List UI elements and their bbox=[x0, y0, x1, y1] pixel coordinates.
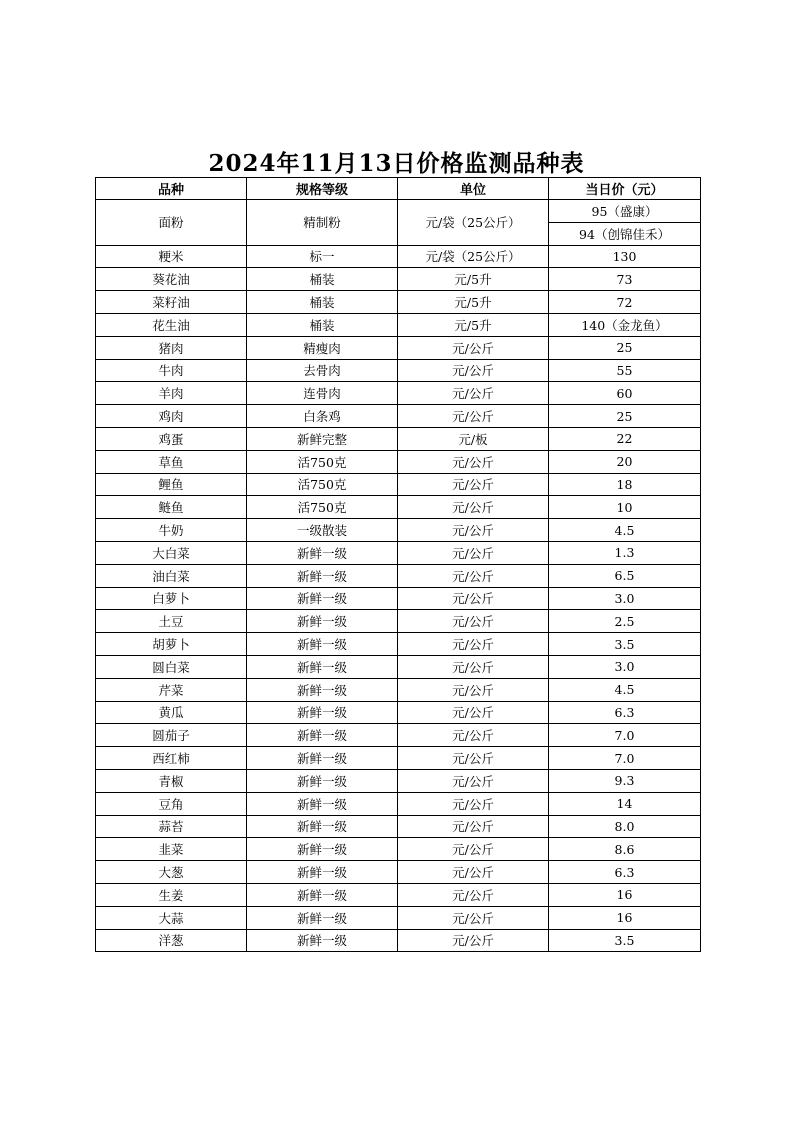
item-price: 140（金龙鱼） bbox=[549, 313, 701, 336]
item-unit: 元/袋（25公斤） bbox=[398, 200, 549, 246]
table-row bbox=[96, 336, 701, 359]
item-spec: 新鲜一级 bbox=[247, 883, 398, 906]
item-spec: 新鲜一级 bbox=[247, 929, 398, 952]
item-unit: 元/公斤 bbox=[398, 564, 549, 587]
table-row bbox=[96, 382, 701, 405]
item-unit: 元/公斤 bbox=[398, 838, 549, 861]
header-item: 品种 bbox=[96, 178, 247, 200]
item-name: 粳米 bbox=[96, 245, 247, 268]
item-price: 6.5 bbox=[549, 564, 701, 587]
table-row bbox=[96, 906, 701, 929]
item-price: 3.0 bbox=[549, 655, 701, 678]
item-name: 大葱 bbox=[96, 861, 247, 884]
table-row bbox=[96, 769, 701, 792]
item-unit: 元/公斤 bbox=[398, 405, 549, 428]
item-name: 生姜 bbox=[96, 883, 247, 906]
item-name: 鲢鱼 bbox=[96, 496, 247, 519]
item-price: 2.5 bbox=[549, 610, 701, 633]
item-spec: 新鲜一级 bbox=[247, 861, 398, 884]
item-name: 白萝卜 bbox=[96, 587, 247, 610]
table-row bbox=[96, 724, 701, 747]
item-unit: 元/公斤 bbox=[398, 724, 549, 747]
item-spec: 桶装 bbox=[247, 268, 398, 291]
header-unit: 单位 bbox=[398, 178, 549, 200]
item-name: 牛奶 bbox=[96, 519, 247, 542]
item-spec: 白条鸡 bbox=[247, 405, 398, 428]
item-price: 3.5 bbox=[549, 929, 701, 952]
item-spec: 桶装 bbox=[247, 313, 398, 336]
item-price: 94（创锦佳禾） bbox=[549, 222, 701, 245]
item-spec: 一级散装 bbox=[247, 519, 398, 542]
table-row bbox=[96, 564, 701, 587]
item-name: 青椒 bbox=[96, 769, 247, 792]
header-price: 当日价（元） bbox=[549, 178, 701, 200]
item-name: 豆角 bbox=[96, 792, 247, 815]
item-name: 鸡肉 bbox=[96, 405, 247, 428]
item-name: 大白菜 bbox=[96, 541, 247, 564]
item-price: 73 bbox=[549, 268, 701, 291]
item-spec: 新鲜一级 bbox=[247, 724, 398, 747]
table-row bbox=[96, 655, 701, 678]
item-spec: 精瘦肉 bbox=[247, 336, 398, 359]
item-name: 花生油 bbox=[96, 313, 247, 336]
item-price: 4.5 bbox=[549, 678, 701, 701]
item-price: 3.0 bbox=[549, 587, 701, 610]
item-price: 6.3 bbox=[549, 861, 701, 884]
item-unit: 元/袋（25公斤） bbox=[398, 245, 549, 268]
table-row bbox=[96, 268, 701, 291]
table-row bbox=[96, 496, 701, 519]
table-row bbox=[96, 200, 701, 223]
table-row bbox=[96, 405, 701, 428]
item-name: 鸡蛋 bbox=[96, 427, 247, 450]
item-spec: 新鲜一级 bbox=[247, 587, 398, 610]
table-row bbox=[96, 929, 701, 952]
item-spec: 去骨肉 bbox=[247, 359, 398, 382]
item-name: 鲤鱼 bbox=[96, 473, 247, 496]
item-price: 8.6 bbox=[549, 838, 701, 861]
price-table bbox=[95, 177, 701, 952]
item-price: 95（盛康） bbox=[549, 200, 701, 223]
item-spec: 新鲜一级 bbox=[247, 541, 398, 564]
item-unit: 元/公斤 bbox=[398, 519, 549, 542]
item-unit: 元/公斤 bbox=[398, 473, 549, 496]
item-spec: 新鲜完整 bbox=[247, 427, 398, 450]
item-spec: 新鲜一级 bbox=[247, 610, 398, 633]
item-spec: 新鲜一级 bbox=[247, 701, 398, 724]
item-price: 16 bbox=[549, 883, 701, 906]
item-name: 羊肉 bbox=[96, 382, 247, 405]
item-unit: 元/公斤 bbox=[398, 861, 549, 884]
table-row bbox=[96, 359, 701, 382]
header-spec: 规格等级 bbox=[247, 178, 398, 200]
table-row bbox=[96, 427, 701, 450]
item-unit: 元/公斤 bbox=[398, 496, 549, 519]
item-unit: 元/公斤 bbox=[398, 359, 549, 382]
table-row bbox=[96, 678, 701, 701]
table-row bbox=[96, 633, 701, 656]
item-unit: 元/公斤 bbox=[398, 655, 549, 678]
item-name: 葵花油 bbox=[96, 268, 247, 291]
item-name: 土豆 bbox=[96, 610, 247, 633]
item-price: 3.5 bbox=[549, 633, 701, 656]
item-price: 4.5 bbox=[549, 519, 701, 542]
item-spec: 新鲜一级 bbox=[247, 838, 398, 861]
item-price: 25 bbox=[549, 336, 701, 359]
table-row bbox=[96, 838, 701, 861]
item-spec: 新鲜一级 bbox=[247, 769, 398, 792]
table-row bbox=[96, 883, 701, 906]
item-price: 20 bbox=[549, 450, 701, 473]
item-price: 25 bbox=[549, 405, 701, 428]
item-spec: 连骨肉 bbox=[247, 382, 398, 405]
item-name: 蒜苔 bbox=[96, 815, 247, 838]
item-spec: 活750克 bbox=[247, 496, 398, 519]
item-unit: 元/公斤 bbox=[398, 382, 549, 405]
table-row bbox=[96, 610, 701, 633]
table-row bbox=[96, 792, 701, 815]
page-title: 2024年11月13日价格监测品种表 bbox=[208, 150, 585, 177]
item-unit: 元/公斤 bbox=[398, 883, 549, 906]
item-unit: 元/公斤 bbox=[398, 678, 549, 701]
item-spec: 活750克 bbox=[247, 473, 398, 496]
table-row bbox=[96, 541, 701, 564]
item-price: 7.0 bbox=[549, 724, 701, 747]
item-unit: 元/公斤 bbox=[398, 336, 549, 359]
item-spec: 新鲜一级 bbox=[247, 655, 398, 678]
item-name: 西红柿 bbox=[96, 747, 247, 770]
table-row bbox=[96, 519, 701, 542]
table-row bbox=[96, 815, 701, 838]
item-unit: 元/公斤 bbox=[398, 747, 549, 770]
item-name: 牛肉 bbox=[96, 359, 247, 382]
table-row bbox=[96, 291, 701, 314]
item-price: 1.3 bbox=[549, 541, 701, 564]
item-price: 55 bbox=[549, 359, 701, 382]
item-spec: 桶装 bbox=[247, 291, 398, 314]
item-unit: 元/公斤 bbox=[398, 815, 549, 838]
item-spec: 新鲜一级 bbox=[247, 633, 398, 656]
item-name: 洋葱 bbox=[96, 929, 247, 952]
table-row bbox=[96, 313, 701, 336]
item-spec: 新鲜一级 bbox=[247, 564, 398, 587]
item-spec: 新鲜一级 bbox=[247, 815, 398, 838]
item-spec: 标一 bbox=[247, 245, 398, 268]
item-name: 猪肉 bbox=[96, 336, 247, 359]
item-name: 面粉 bbox=[96, 200, 247, 246]
item-name: 黄瓜 bbox=[96, 701, 247, 724]
item-name: 菜籽油 bbox=[96, 291, 247, 314]
item-unit: 元/公斤 bbox=[398, 701, 549, 724]
item-unit: 元/5升 bbox=[398, 268, 549, 291]
item-unit: 元/公斤 bbox=[398, 769, 549, 792]
item-price: 10 bbox=[549, 496, 701, 519]
item-unit: 元/公斤 bbox=[398, 929, 549, 952]
item-price: 60 bbox=[549, 382, 701, 405]
table-row bbox=[96, 473, 701, 496]
item-unit: 元/公斤 bbox=[398, 450, 549, 473]
item-unit: 元/公斤 bbox=[398, 906, 549, 929]
item-unit: 元/公斤 bbox=[398, 610, 549, 633]
item-price: 130 bbox=[549, 245, 701, 268]
item-price: 6.3 bbox=[549, 701, 701, 724]
table-row bbox=[96, 587, 701, 610]
item-price: 7.0 bbox=[549, 747, 701, 770]
item-name: 油白菜 bbox=[96, 564, 247, 587]
item-spec: 新鲜一级 bbox=[247, 678, 398, 701]
item-unit: 元/5升 bbox=[398, 313, 549, 336]
table-header-row bbox=[96, 178, 701, 200]
item-unit: 元/5升 bbox=[398, 291, 549, 314]
item-spec: 活750克 bbox=[247, 450, 398, 473]
item-spec: 新鲜一级 bbox=[247, 747, 398, 770]
item-price: 8.0 bbox=[549, 815, 701, 838]
item-name: 圆白菜 bbox=[96, 655, 247, 678]
item-price: 16 bbox=[549, 906, 701, 929]
table-row bbox=[96, 450, 701, 473]
item-name: 胡萝卜 bbox=[96, 633, 247, 656]
item-price: 18 bbox=[549, 473, 701, 496]
item-name: 圆茄子 bbox=[96, 724, 247, 747]
table-row bbox=[96, 245, 701, 268]
item-name: 韭菜 bbox=[96, 838, 247, 861]
table-row bbox=[96, 747, 701, 770]
item-spec: 精制粉 bbox=[247, 200, 398, 246]
item-unit: 元/公斤 bbox=[398, 633, 549, 656]
item-unit: 元/公斤 bbox=[398, 792, 549, 815]
item-unit: 元/公斤 bbox=[398, 541, 549, 564]
item-unit: 元/公斤 bbox=[398, 587, 549, 610]
item-spec: 新鲜一级 bbox=[247, 906, 398, 929]
item-price: 14 bbox=[549, 792, 701, 815]
item-price: 22 bbox=[549, 427, 701, 450]
item-name: 芹菜 bbox=[96, 678, 247, 701]
item-name: 大蒜 bbox=[96, 906, 247, 929]
item-name: 草鱼 bbox=[96, 450, 247, 473]
table-row bbox=[96, 701, 701, 724]
table-row bbox=[96, 861, 701, 884]
item-spec: 新鲜一级 bbox=[247, 792, 398, 815]
item-unit: 元/板 bbox=[398, 427, 549, 450]
item-price: 9.3 bbox=[549, 769, 701, 792]
item-price: 72 bbox=[549, 291, 701, 314]
